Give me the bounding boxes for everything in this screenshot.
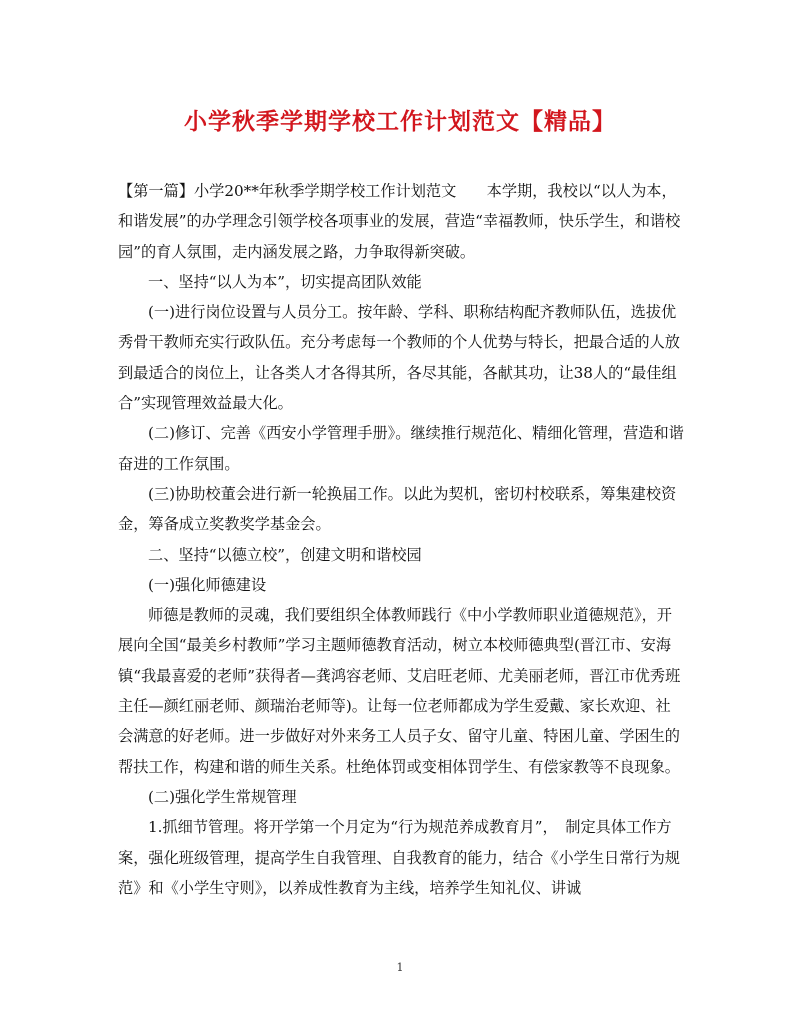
section-heading-1: 一、坚持“以人为本”，切实提高团队效能 — [148, 272, 422, 291]
document-body — [118, 176, 684, 903]
subsection-heading: (一)强化师德建设 — [148, 575, 267, 594]
paragraph: (三)协助校董会进行新一轮换届工作。以此为契机，密切村校联系，筹集建校资金，筹备成立奖教奖学基金会。 — [118, 484, 677, 534]
paragraph: (二)修订、完善《西安小学管理手册》。继续推行规范化、精细化管理，营造和谐奋进的工作氛围。 — [118, 424, 684, 473]
section-heading-2: 二、坚持“以德立校”，创建文明和谐校园 — [148, 545, 422, 564]
document-title: 小学秋季学期学校工作计划范文【精品】 — [184, 109, 616, 135]
paragraph: 师德是教师的灵魂，我们要组织全体教师践行《中小学教师职业道德规范》，开展向全国“最美乡村教师”学习主题师德教育活动，树立本校师德典型(晋江市、安海镇“我最喜爱的老师”获得者—龚鸿容老师、艾启旺老师、尤美丽老师，晋江市优秀班主任—颜红丽老师、颜瑞治老师等)。让每一位老师都成为学生爱戴、家长欢迎、社会满意的好老师。进一步做好对外来务工人员子女、留守儿童、特困儿童、学困生的帮扶工作，构建和谐的师生关系。杜绝体罚或变相体罚学生、有偿家教等不良现象。 — [118, 606, 681, 776]
paragraph-intro: 【第一篇】小学20**年秋季学期学校工作计划范文 本学期，我校以“以人为本，和谐发展”的办学理念引领学校各项事业的发展，营造“幸福教师，快乐学生，和谐校园”的育人氛围，走内涵发展之路，力争取得新突破。 — [118, 182, 681, 261]
page-number: 1 — [396, 961, 404, 974]
paragraph: (一)进行岗位设置与人员分工。按年龄、学科、职称结构配齐教师队伍，选拔优秀骨干教师充实行政队伍。充分考虑每一个教师的个人优势与特长，把最合适的人放到最适合的岗位上，让各类人才各得其所，各尽其能，各献其功，让38人的“最佳组合”实现管理效益最大化。 — [118, 303, 680, 413]
paragraph: 1.抓细节管理。将开学第一个月定为“行为规范养成教育月”， 制定具体工作方案，强化班级管理，提高学生自我管理、自我教育的能力，结合《小学生日常行为规范》和《小学生守则》，以养成性教育为主线，培养学生知礼仪、讲诚 — [118, 818, 680, 897]
subsection-heading: (二)强化学生常规管理 — [148, 787, 297, 806]
